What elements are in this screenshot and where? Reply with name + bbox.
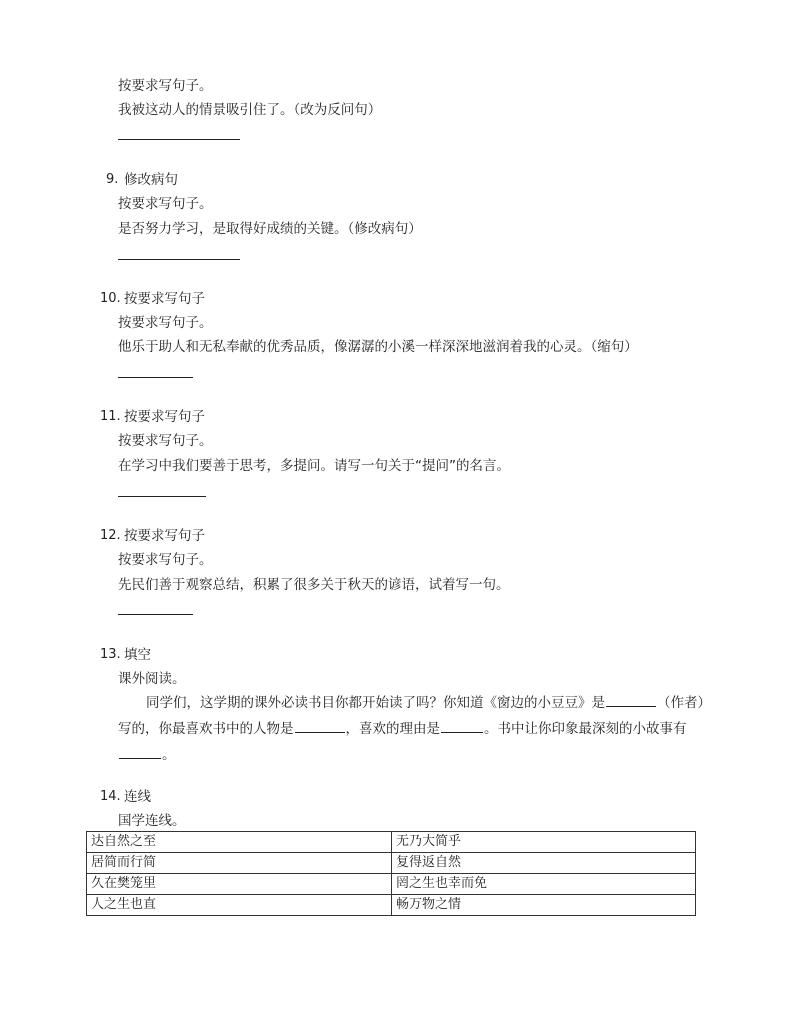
q13-blank-story[interactable] bbox=[119, 744, 161, 759]
q11-number: 11. bbox=[100, 409, 121, 424]
q10-instruction: 按要求写句子。 bbox=[118, 315, 213, 331]
q9-sentence: 是否努力学习，是取得好成绩的关键。（修改病句） bbox=[118, 221, 422, 237]
table-row bbox=[87, 895, 696, 916]
right-phrase[interactable]: 无乃大简乎 bbox=[392, 832, 696, 853]
q8-sentence: 我被这动人的情景吸引住了。（改为反问句） bbox=[118, 102, 382, 118]
q12-sentence: 先民们善于观察总结，积累了很多关于秋天的谚语，试着写一句。 bbox=[118, 577, 510, 593]
q12-answer-line[interactable] bbox=[118, 614, 193, 615]
table-row bbox=[87, 832, 696, 853]
q13-text-5: 。 bbox=[162, 747, 176, 763]
q13-blank-reason[interactable] bbox=[441, 718, 483, 733]
q13-number: 13. bbox=[100, 647, 121, 662]
q8-instruction: 按要求写句子。 bbox=[118, 78, 213, 94]
right-phrase[interactable]: 复得返自然 bbox=[392, 853, 696, 874]
q13-blank-author[interactable] bbox=[606, 692, 656, 707]
q13-instruction: 课外阅读。 bbox=[118, 671, 186, 687]
q13-text-3: ，喜欢的理由是 bbox=[345, 721, 440, 737]
q12-number: 12. bbox=[100, 528, 121, 543]
q9-instruction: 按要求写句子。 bbox=[118, 196, 213, 212]
table-row bbox=[87, 874, 696, 895]
q12-instruction: 按要求写句子。 bbox=[118, 552, 213, 568]
q10-answer-line[interactable] bbox=[118, 377, 193, 378]
q10-title: 按要求写句子 bbox=[124, 291, 205, 307]
q12-title: 按要求写句子 bbox=[124, 528, 205, 544]
q9-answer-line[interactable] bbox=[118, 259, 240, 260]
left-phrase[interactable]: 达自然之至 bbox=[87, 832, 392, 853]
table-row bbox=[87, 853, 696, 874]
q10-number: 10. bbox=[100, 291, 121, 306]
q11-instruction: 按要求写句子。 bbox=[118, 433, 213, 449]
q8-answer-line[interactable] bbox=[118, 139, 240, 140]
q13-text-1: 同学们，这学期的课外必读书目你都开始读了吗？你知道《窗边的小豆豆》是 bbox=[146, 695, 605, 711]
matching-table bbox=[86, 831, 696, 916]
q14-number: 14. bbox=[100, 789, 121, 804]
q10-sentence: 他乐于助人和无私奉献的优秀品质，像潺潺的小溪一样深深地滋润着我的心灵。（缩句） bbox=[118, 339, 638, 355]
q13-text-4: 。书中让你印象最深刻的小故事有 bbox=[484, 721, 687, 737]
q9-number: 9. bbox=[106, 172, 119, 187]
left-phrase[interactable]: 久在樊笼里 bbox=[87, 874, 392, 895]
right-phrase[interactable]: 罔之生也幸而免 bbox=[392, 874, 696, 895]
left-phrase[interactable]: 人之生也直 bbox=[87, 895, 392, 916]
left-phrase[interactable]: 居简而行简 bbox=[87, 853, 392, 874]
right-phrase[interactable]: 畅万物之情 bbox=[392, 895, 696, 916]
q11-title: 按要求写句子 bbox=[124, 409, 205, 425]
q14-title: 连线 bbox=[124, 789, 151, 805]
q9-title: 修改病句 bbox=[124, 172, 178, 188]
q14-instruction: 国学连线。 bbox=[118, 813, 186, 829]
q11-sentence: 在学习中我们要善于思考，多提问。请写一句关于“提问”的名言。 bbox=[118, 458, 510, 474]
q13-text-2: （作者）写的，你最喜欢书中的人物是 bbox=[118, 695, 711, 737]
q11-answer-line[interactable] bbox=[118, 496, 206, 497]
q13-blank-character[interactable] bbox=[295, 718, 345, 733]
q13-passage bbox=[118, 690, 713, 768]
q13-title: 填空 bbox=[124, 647, 151, 663]
